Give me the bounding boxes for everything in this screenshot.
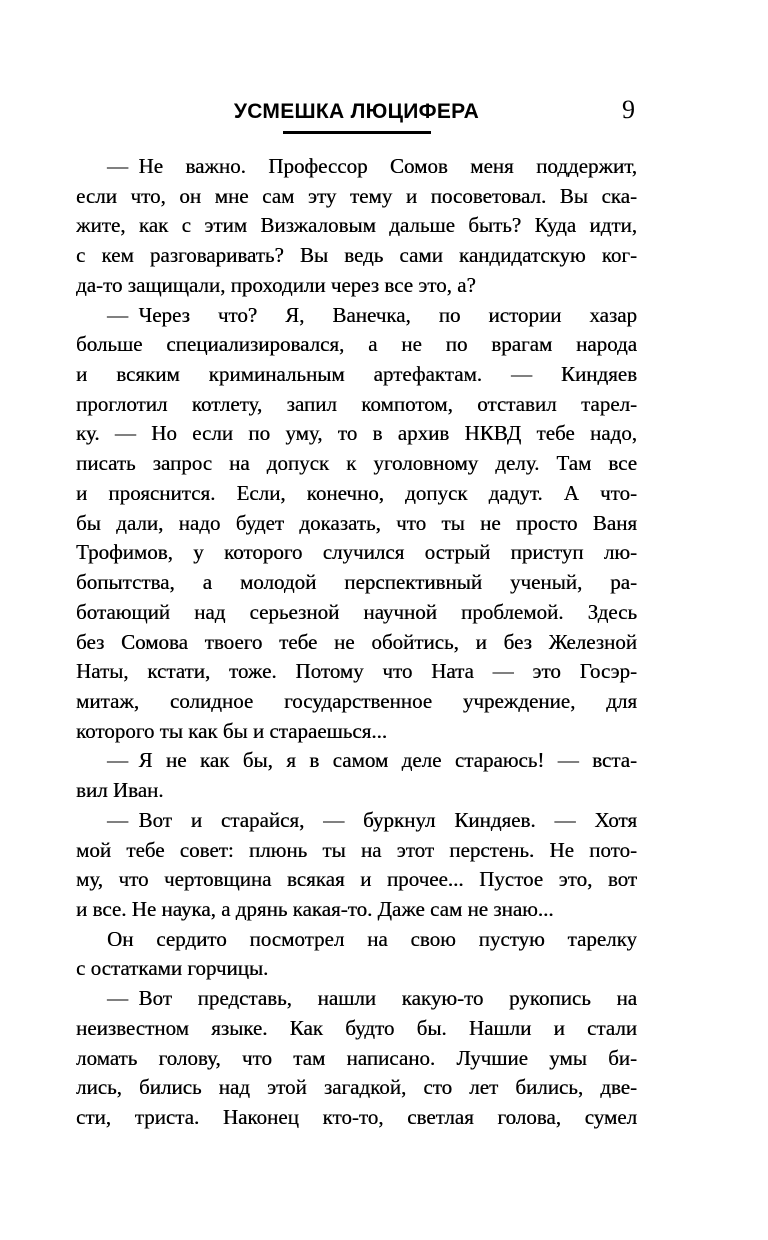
text-body xyxy=(76,152,637,1133)
running-head xyxy=(76,95,637,142)
text-line: и все. Не наука, а дрянь какая-то. Даже сам не знаю... xyxy=(76,896,554,921)
text-line: — Не важно. Профессор Сомов меня поддержит, xyxy=(107,154,637,178)
text-line: ботающий над серьезной научной проблемой. Здесь xyxy=(76,599,637,624)
text-line: и всяким криминальным артефактам. — Киндяев xyxy=(76,362,637,387)
text-line: ломать голову, что там написано. Лучшие умы би- xyxy=(76,1045,637,1070)
text-line: му, что чертовщина всякая и прочее... Пустое это, вот xyxy=(76,867,637,892)
text-line: писать запрос на допуск к уголовному делу. Там все xyxy=(76,451,637,476)
text-line: с остатками горчицы. xyxy=(76,956,269,981)
text-line: которого ты как бы и стараешься... xyxy=(76,718,388,743)
title-underline xyxy=(283,131,431,134)
text-line: ку. — Но если по уму, то в архив НКВД тебе надо, xyxy=(76,421,637,446)
text-line: — Вот и старайся, — буркнул Киндяев. — Хотя xyxy=(107,807,637,832)
text-line: бы дали, надо будет доказать, что ты не просто Ваня xyxy=(76,510,637,535)
chapter-title: УСМЕШКА ЛЮЦИФЕРА xyxy=(233,100,480,123)
text-line: неизвестном языке. Как будто бы. Нашли и стали xyxy=(76,1015,637,1040)
text-line: Трофимов, у которого случился острый приступ лю- xyxy=(76,540,637,565)
text-line: — Через что? Я, Ванечка, по истории хазар xyxy=(107,302,637,327)
text-line: Он сердито посмотрел на свою пустую тарелку xyxy=(107,926,637,951)
text-line: проглотил котлету, запил компотом, отставил тарел- xyxy=(76,391,637,416)
text-line: — Я не как бы, я в самом деле стараюсь! — вста- xyxy=(107,748,637,773)
text-line: сти, триста. Наконец кто-то, светлая голова, сумел xyxy=(76,1105,637,1129)
text-line: лись, бились над этой загадкой, сто лет бились, две- xyxy=(76,1075,637,1100)
text-line: жите, как с этим Визжаловым дальше быть? Куда идти, xyxy=(76,213,637,238)
text-line: — Вот представь, нашли какую-то рукопись на xyxy=(107,986,637,1011)
page-number: 9 xyxy=(622,95,635,124)
text-line: и прояснится. Если, конечно, допуск дадут. А что- xyxy=(76,480,637,505)
text-line: да-то защищали, проходили через все это, а? xyxy=(76,272,476,297)
text-line: если что, он мне сам эту тему и посоветовал. Вы ска- xyxy=(76,183,637,208)
text-line: с кем разговаривать? Вы ведь сами кандидатскую ког- xyxy=(76,243,637,268)
text-line: без Сомова твоего тебе не обойтись, и без Железной xyxy=(76,629,637,654)
text-line: мой тебе совет: плюнь ты на этот перстень. Не пото- xyxy=(76,837,637,862)
text-line: вил Иван. xyxy=(76,778,164,803)
text-line: Наты, кстати, тоже. Потому что Ната — это Госэр- xyxy=(76,659,637,684)
text-line: митаж, солидное государственное учреждение, для xyxy=(76,688,637,713)
text-line: больше специализировался, а не по врагам народа xyxy=(76,332,637,357)
text-line: бопытства, а молодой перспективный ученый, ра- xyxy=(76,570,637,595)
